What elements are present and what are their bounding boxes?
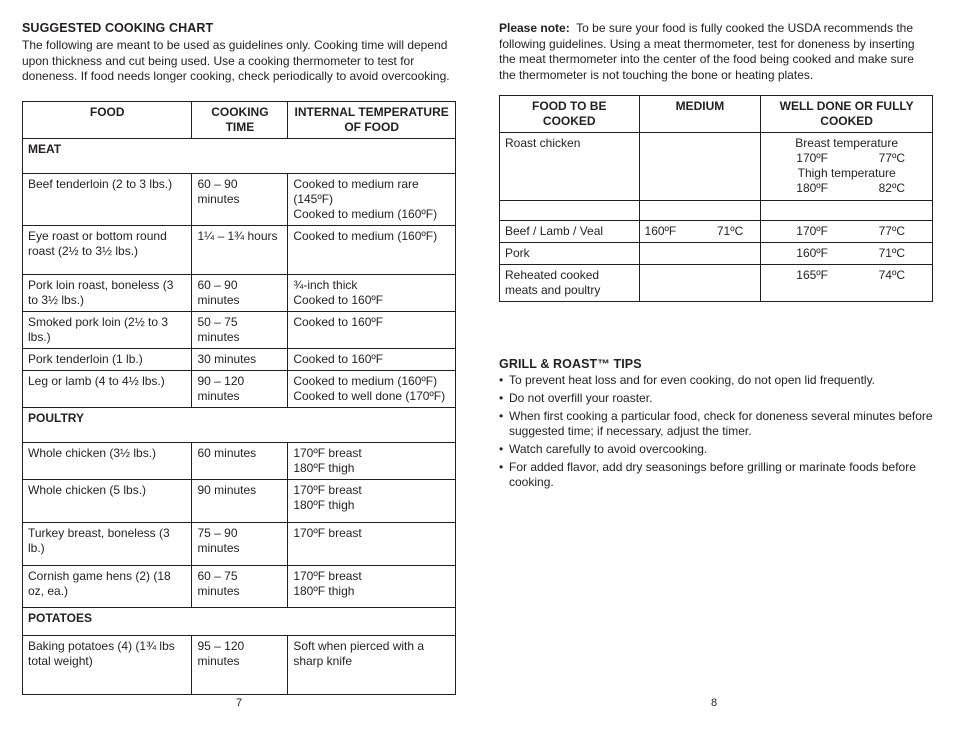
- cooking-chart-heading: SUGGESTED COOKING CHART: [22, 21, 214, 35]
- col-header-food: FOOD: [23, 102, 192, 139]
- tip-item: • Do not overfill your roaster.: [499, 391, 933, 406]
- temp-line: Cooked to well done (170ºF): [293, 389, 446, 403]
- temp-line: 170ºF breast: [293, 569, 362, 583]
- food-cell: Pork: [500, 243, 640, 265]
- internal-temp-cell: [288, 312, 456, 349]
- table-row: [23, 523, 456, 566]
- temp-line: (145ºF): [293, 192, 334, 206]
- tips-list: [499, 373, 933, 493]
- medium-cell: [639, 133, 761, 201]
- breast-c: 77ºC: [878, 151, 905, 165]
- internal-temp-cell: [288, 275, 456, 312]
- food-cell: Cornish game hens (2) (18 oz, ea.): [23, 566, 192, 608]
- table-row: [23, 371, 456, 408]
- well-f: 160ºF: [796, 246, 829, 260]
- well-c: 74ºC: [878, 268, 905, 282]
- internal-temp-cell: [288, 523, 456, 566]
- cooking-chart-intro: The following are meant to be used as guidelines only. Cooking time will depend upon thickness and cut being used. Use a cooking thermometer to test for doneness. If food needs longer cooking, check periodically to avoid overcooking.: [22, 38, 450, 83]
- section-row: [23, 608, 456, 636]
- breast-f: 170ºF: [796, 151, 829, 165]
- temp-line: Cooked to medium (160ºF): [293, 207, 438, 221]
- table-row: [23, 566, 456, 608]
- table-row: [500, 133, 933, 201]
- well-c: 77ºC: [878, 224, 905, 238]
- cooking-time-cell: 95 – 120 minutes: [192, 636, 288, 695]
- temp-line: Cooked to medium rare: [293, 177, 419, 191]
- tip-item: • To prevent heat loss and for even cooking, do not open lid frequently.: [499, 373, 933, 388]
- food-cell: Leg or lamb (4 to 4½ lbs.): [23, 371, 192, 408]
- section-label: POULTRY: [23, 408, 456, 443]
- note-text: To be sure your food is fully cooked the USDA recommends the following guidelines. Using a meat thermometer, test for doneness by inserting the meat thermometer into the center of the food being cooked and make sure the thermometer is not touching the bone or heating plates.: [499, 21, 915, 82]
- cooking-time-cell: 60 – 90 minutes: [192, 275, 288, 312]
- food-cell: Beef / Lamb / Veal: [500, 221, 640, 243]
- temp-line: 180ºF thigh: [293, 498, 355, 512]
- food-cell: Baking potatoes (4) (1¾ lbs total weight): [23, 636, 192, 695]
- col-header-cooking-time: COOKING TIME: [192, 102, 288, 139]
- table-row: [23, 636, 456, 695]
- medium-f: 160ºF: [644, 224, 677, 238]
- temp-line: 170ºF breast: [293, 446, 362, 460]
- food-cell: Roast chicken: [500, 133, 640, 201]
- section-label: MEAT: [23, 139, 456, 174]
- thigh-f: 180ºF: [796, 181, 829, 195]
- col-header-medium: MEDIUM: [639, 96, 761, 133]
- internal-temp-cell: [288, 443, 456, 480]
- note-label: Please note:: [499, 21, 570, 35]
- food-cell: Whole chicken (5 lbs.): [23, 480, 192, 523]
- internal-temp-cell: [288, 226, 456, 275]
- spacer-row: [500, 201, 933, 221]
- cooking-time-cell: 1¼ – 1¾ hours: [192, 226, 288, 275]
- internal-temp-cell: [288, 371, 456, 408]
- temp-line: Cooked to 160ºF: [293, 352, 384, 366]
- internal-temp-cell: [288, 566, 456, 608]
- breast-label: Breast temperature: [795, 136, 898, 150]
- usda-temp-table: [499, 95, 933, 302]
- col-header-food-to-be-cooked: FOOD TO BE COOKED: [500, 96, 640, 133]
- tip-item: • Watch carefully to avoid overcooking.: [499, 442, 933, 457]
- table-row: [500, 265, 933, 302]
- temp-line: Cooked to medium (160ºF): [293, 374, 438, 388]
- medium-cell: [639, 243, 761, 265]
- well-done-cell: [761, 265, 933, 302]
- well-done-cell: [761, 221, 933, 243]
- temp-line: 180ºF thigh: [293, 584, 355, 598]
- medium-cell: [639, 221, 761, 243]
- medium-c: 71ºC: [716, 224, 744, 238]
- temp-line: 170ºF breast: [293, 526, 362, 540]
- cooking-chart-table: [22, 101, 456, 695]
- internal-temp-cell: [288, 480, 456, 523]
- food-cell: Whole chicken (3½ lbs.): [23, 443, 192, 480]
- temp-line: Soft when pierced with a sharp knife: [293, 639, 425, 668]
- thigh-c: 82ºC: [878, 181, 905, 195]
- tip-item: • When first cooking a particular food, check for doneness several minutes before suggested time; if necessary, adjust the timer.: [499, 409, 933, 439]
- temp-line: Cooked to medium (160ºF): [293, 229, 438, 243]
- food-cell: Pork loin roast, boneless (3 to 3½ lbs.): [23, 275, 192, 312]
- temp-line: 170ºF breast: [293, 483, 362, 497]
- temp-line: ¾-inch thick: [293, 278, 358, 292]
- food-cell: Pork tenderloin (1 lb.): [23, 349, 192, 371]
- medium-cell: [639, 265, 761, 302]
- col-header-internal-temp: INTERNAL TEMPERATURE OF FOOD: [288, 102, 456, 139]
- table-row: [500, 221, 933, 243]
- well-c: 71ºC: [878, 246, 905, 260]
- cooking-time-cell: 30 minutes: [192, 349, 288, 371]
- thigh-label: Thigh temperature: [797, 166, 896, 180]
- well-done-cell: [761, 243, 933, 265]
- table-row: [23, 226, 456, 275]
- cooking-time-cell: 90 minutes: [192, 480, 288, 523]
- food-cell: Smoked pork loin (2½ to 3 lbs.): [23, 312, 192, 349]
- page-number: 8: [711, 697, 718, 709]
- food-cell: Turkey breast, boneless (3 lb.): [23, 523, 192, 566]
- table-row: [23, 174, 456, 226]
- col-header-well-done: WELL DONE OR FULLY COOKED: [761, 96, 933, 133]
- usda-note: [499, 21, 933, 83]
- cooking-time-cell: 50 – 75 minutes: [192, 312, 288, 349]
- well-f: 170ºF: [796, 224, 829, 238]
- internal-temp-cell: [288, 349, 456, 371]
- well-f: 165ºF: [796, 268, 829, 282]
- temp-line: Cooked to 160ºF: [293, 315, 384, 329]
- internal-temp-cell: [288, 636, 456, 695]
- internal-temp-cell: [288, 174, 456, 226]
- section-row: [23, 139, 456, 174]
- page-number: 7: [236, 697, 243, 709]
- section-row: [23, 408, 456, 443]
- cooking-time-cell: 60 – 90 minutes: [192, 174, 288, 226]
- tip-item: • For added flavor, add dry seasonings before grilling or marinate foods before cooking.: [499, 460, 933, 490]
- food-cell: Eye roast or bottom round roast (2½ to 3½ lbs.): [23, 226, 192, 275]
- food-cell: Reheated cooked meats and poultry: [500, 265, 640, 302]
- cooking-time-cell: 90 – 120 minutes: [192, 371, 288, 408]
- table-row: [23, 480, 456, 523]
- table-row: [23, 312, 456, 349]
- table-row: [23, 275, 456, 312]
- tips-heading: GRILL & ROAST™ TIPS: [499, 357, 642, 371]
- cooking-time-cell: 60 – 75 minutes: [192, 566, 288, 608]
- table-row: [23, 349, 456, 371]
- table-row: [23, 443, 456, 480]
- well-done-cell: [761, 133, 933, 201]
- cooking-time-cell: 60 minutes: [192, 443, 288, 480]
- table-row: [500, 243, 933, 265]
- cooking-time-cell: 75 – 90 minutes: [192, 523, 288, 566]
- section-label: POTATOES: [23, 608, 456, 636]
- food-cell: Beef tenderloin (2 to 3 lbs.): [23, 174, 192, 226]
- temp-line: Cooked to 160ºF: [293, 293, 384, 307]
- temp-line: 180ºF thigh: [293, 461, 355, 475]
